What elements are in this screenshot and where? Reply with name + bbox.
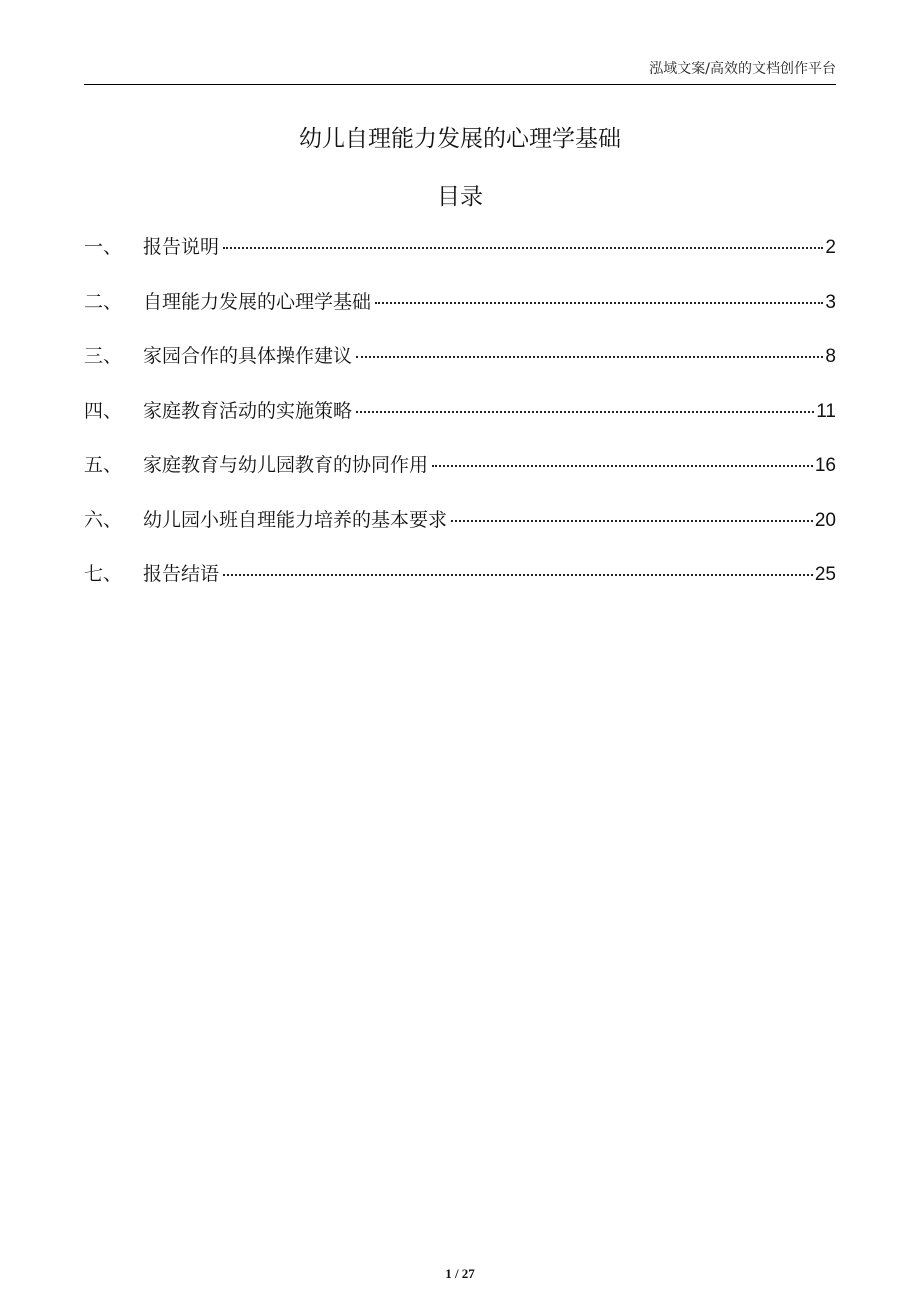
- toc-entry-number: 七、: [84, 563, 123, 585]
- toc-entry[interactable]: [84, 559, 836, 614]
- toc-entry-label: 幼儿园小班自理能力培养的基本要求: [143, 508, 448, 531]
- toc-dot-leader: [432, 465, 813, 467]
- toc-entry[interactable]: [84, 505, 836, 560]
- toc-dot-leader: [356, 411, 814, 413]
- toc-dot-leader: [223, 574, 813, 576]
- toc-entry-number: 二、: [84, 290, 123, 313]
- toc-entry[interactable]: [84, 232, 836, 287]
- toc-entry-label: 报告说明: [143, 236, 220, 258]
- toc-entry-number: 三、: [84, 345, 123, 367]
- toc-entry-label: 家庭教育活动的实施策略: [143, 399, 353, 422]
- toc-entry-number: 五、: [84, 454, 123, 476]
- toc-entry-page: 25: [814, 564, 836, 585]
- toc-entry-label: 家庭教育与幼儿园教育的协同作用: [143, 454, 429, 476]
- toc-entry-number: 六、: [84, 508, 123, 531]
- toc-entry-page: 3: [825, 291, 836, 313]
- toc-entry-number: 一、: [84, 236, 123, 258]
- toc-entry[interactable]: [84, 287, 836, 342]
- toc-entry-label: 自理能力发展的心理学基础: [143, 290, 372, 313]
- toc-entry-label: 报告结语: [143, 563, 220, 585]
- toc-entry-page: 8: [825, 346, 836, 367]
- page-header: 泓域文案/高效的文档创作平台: [649, 61, 836, 77]
- toc-entry-page: 2: [825, 237, 836, 258]
- toc-entry-page: 11: [816, 400, 836, 422]
- toc-dot-leader: [451, 520, 813, 522]
- toc-entry-number: 四、: [84, 399, 123, 422]
- toc-dot-leader: [356, 356, 823, 358]
- toc-entry[interactable]: [84, 396, 836, 451]
- header-divider: [84, 84, 836, 85]
- toc-entry[interactable]: [84, 450, 836, 505]
- toc-heading: 目录: [437, 184, 483, 210]
- toc-entry-page: 20: [814, 509, 836, 531]
- toc-entry-page: 16: [814, 455, 836, 476]
- toc-dot-leader: [223, 247, 823, 249]
- toc-entry[interactable]: [84, 341, 836, 396]
- table-of-contents: [84, 232, 836, 614]
- toc-entry-label: 家园合作的具体操作建议: [143, 345, 353, 367]
- document-title: 幼儿自理能力发展的心理学基础: [299, 126, 621, 152]
- page-number: 1 / 27: [445, 1266, 475, 1281]
- toc-dot-leader: [375, 302, 823, 304]
